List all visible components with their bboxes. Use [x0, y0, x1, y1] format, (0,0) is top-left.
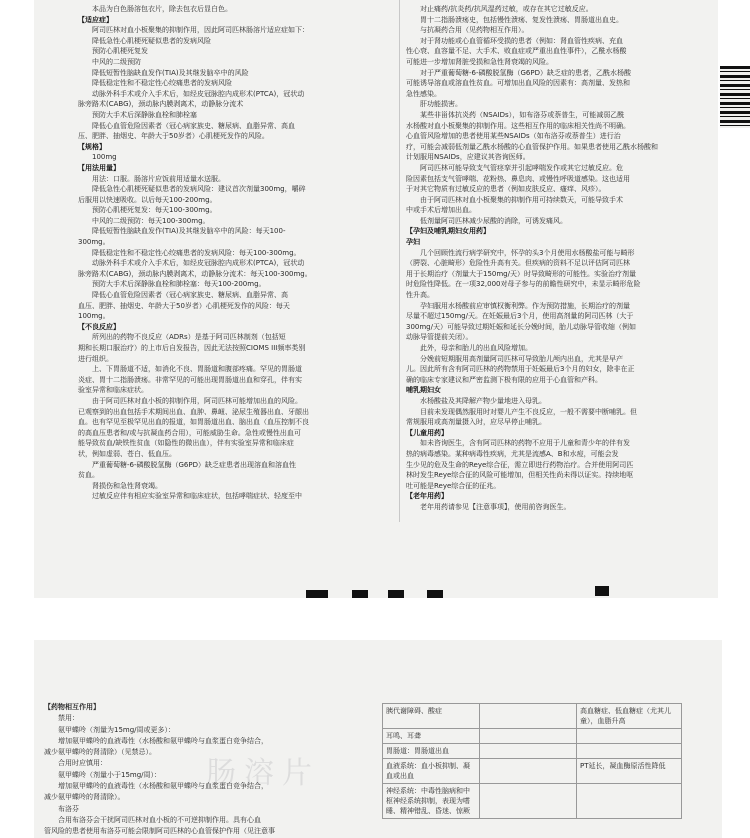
- table-row: [383, 759, 682, 784]
- text-line: 布洛芬: [58, 804, 79, 813]
- text-line: 300mg/天）可能导致过期妊娠和延长分娩时间，胎儿动脉导管收缩（例如: [406, 322, 636, 331]
- table-cell: 高血糖症、低血糖症（尤其儿童），血脂升高: [577, 704, 682, 729]
- text-line: 降低心血管危险因素者（冠心病家族史、糖尿病、血脂异常、高血: [92, 121, 295, 130]
- text-line: 降低短暂性脑缺血发作(TIA)及其继发脑卒中的风险：每天100-: [92, 227, 286, 236]
- text-line: 进行组织。: [78, 354, 113, 363]
- registration-mark: [427, 590, 443, 598]
- text-line: 降低心血管危险因素者（冠心病家族史、糖尿病、血脂异常、高: [92, 291, 288, 300]
- text-line: 中或手术后增加出血。: [406, 206, 476, 215]
- text-line: 脉旁路术(CABG)，颈动脉内膜剥离术，动静脉分流术: [78, 100, 244, 109]
- table-cell: [577, 744, 682, 759]
- table-cell: [577, 784, 682, 819]
- text-line: 计划服用NSAIDs，应建议其咨询医师。: [406, 153, 530, 162]
- text-line: 阿司匹林对血小板聚集的抑制作用，因此阿司匹林肠溶片适应症如下：: [92, 26, 309, 35]
- text-line: 预防大手术后深静脉血栓和肺栓塞: [92, 110, 197, 119]
- text-line: 用于长期治疗（剂量大于150mg/天）时导致畸形的可能性。实验治疗剂量: [406, 269, 636, 278]
- leaflet-top-sheet: [34, 0, 718, 598]
- text-line: 此外，母亲和胎儿的出血风险增加。: [420, 344, 532, 352]
- table-row: [383, 704, 682, 729]
- text-line: 预防大手术后深静脉血栓和肺栓塞：每天100-200mg。: [92, 280, 266, 289]
- leaflet-right-column: [406, 4, 706, 513]
- text-line: 压、肥胖、抽烟史、年龄大于50岁者）心肌梗死发作的风险。: [78, 132, 269, 141]
- table-cell: 神经系统：中毒性脑病和中枢神经系统抑制，表现为嗜睡、精神错乱、昏迷、惊厥: [383, 784, 480, 819]
- text-line: 几个回顾性流行病学研究中，怀孕的头3个月使用水杨酸盐可能与畸形: [420, 248, 635, 257]
- text-line: 炎症、胃十二指肠溃疡。非常罕见的可能出现胃肠道出血和穿孔，伴有实: [78, 375, 302, 384]
- registration-mark: [306, 590, 328, 598]
- text-line: 动脉导管提前关闭）。: [406, 333, 473, 342]
- column-divider: [399, 0, 400, 522]
- table-cell: [480, 704, 577, 729]
- text-line: 中风的二级预防：每天100-300mg。: [92, 216, 210, 225]
- table-cell: PT延长，凝血酶原活性降低: [577, 759, 682, 784]
- text-line: 降低稳定性和不稳定性心绞痛患者的发病风险：每天100-300mg。: [92, 248, 301, 257]
- text-line: 本品为白色肠溶包衣片，除去包衣后显白色。: [92, 5, 232, 13]
- adverse-reaction-table: [382, 703, 682, 819]
- section-heading: 哺乳期妇女: [406, 386, 441, 395]
- table-row: [383, 729, 682, 744]
- section-heading: 【适应症】: [78, 15, 113, 24]
- table-row: [383, 784, 682, 819]
- text-line: 分娩前短期服用高剂量阿司匹林可导致胎儿颅内出血，尤其是早产: [420, 354, 623, 363]
- text-line: 由于阿司匹林对血小板的抑制作用，阿司匹林可能增加出血的风险。: [92, 396, 302, 405]
- text-line: 可能进一步增加肾脏受损和急性肾衰竭的风险。: [406, 57, 553, 66]
- section-heading: 【老年用药】: [406, 492, 448, 501]
- section-heading: 【规格】: [78, 142, 106, 151]
- text-line: 与抗凝药合用（见药物相互作用）。: [420, 26, 529, 35]
- text-line: 儿。因此所有含有阿司匹林的药物禁用于妊娠最后3个月的妇女，除非在正: [406, 365, 635, 374]
- text-line: 的高血压患者和/或与抗凝血药合用），可能威胁生命。急性或慢性出血可: [78, 428, 301, 437]
- text-line: 验室异常和临床症状。: [78, 386, 148, 395]
- text-line: 血压、肥胖、抽烟史、年龄大于50岁者）心肌梗死发作的风险：每天: [78, 301, 290, 310]
- text-line: 100mg: [92, 153, 117, 162]
- text-line: 急性感染。: [406, 89, 441, 98]
- drug-interaction-section: [44, 702, 378, 838]
- text-line: 脉旁路术(CABG)，颈动脉内膜剥离术，动静脉分流术：每天100-300mg。: [78, 269, 312, 278]
- text-line: 尽量不超过150mg/天。在妊娠最后3个月，使用高剂量的阿司匹林（大于: [406, 312, 634, 321]
- registration-mark: [352, 590, 368, 598]
- section-heading: 【药物相互作用】: [44, 703, 100, 711]
- text-line: 能导致贫血/缺铁性贫血（如隐性的微出血），伴有实验室异常和临床症: [78, 439, 294, 448]
- text-line: 如未咨询医生，含有阿司匹林的药物不应用于儿童和青少年的伴有发: [420, 439, 630, 448]
- text-line: 吐可能是Reye综合征的征兆。: [406, 481, 501, 490]
- table-cell: 胃肠道：胃肠道出血: [383, 744, 480, 759]
- text-line: 降低急性心肌梗死疑似患者的发病风险: [92, 36, 211, 45]
- table-cell: 胰代谢障碍、酸症: [383, 704, 480, 729]
- section-heading: 孕妇: [406, 238, 420, 247]
- text-line: 后服用以快速吸收。以后每天100-200mg。: [78, 195, 217, 204]
- registration-mark: [595, 586, 609, 596]
- text-line: 可能诱导溶血或溶血性贫血。可增加出血风险的因素有：高剂量、发热和: [406, 79, 630, 88]
- table-cell: 耳鸣、耳聋: [383, 729, 480, 744]
- text-line: 疗，可能会减弱低剂量乙酰水杨酸的心血管保护作用。如果患者使用乙酰水杨酸和: [406, 142, 658, 151]
- text-line: 减少氨甲蝶呤的肾清除）（见禁忌）。: [44, 748, 156, 757]
- text-line: 于对其它物质有过敏反应的患者（例如皮肤反应、瘙痒、风疹）。: [406, 185, 606, 194]
- text-line: 热的病毒感染。某种病毒性疾病，尤其是流感A、B和水痘，可能会发: [406, 449, 619, 458]
- text-line: 增加氨甲蝶呤的血液毒性（水杨酸和氨甲蝶呤与血浆蛋白竞争结合，: [58, 736, 268, 745]
- text-line: 心血管风险增加的患者使用某些NSAIDs（如布洛芬或萘普生）进行治: [406, 132, 621, 141]
- text-line: 生少见的危及生命的Reye综合征，需立即进行药物治疗。合并使用阿司匹: [406, 460, 634, 469]
- text-line: 所列出的药物不良反应（ADRs）是基于阿司匹林制剂（包括短: [92, 333, 286, 342]
- text-line: 险因素包括支气管哮喘、花粉热、鼻息肉、或慢性呼吸道感染。这也适用: [406, 174, 630, 183]
- section-heading: 【儿童用药】: [406, 428, 448, 437]
- text-line: 减少氨甲蝶呤的肾清除）。: [44, 793, 125, 802]
- text-line: 对于严重葡萄糖-6-磷酸脱氢酶（G6PD）缺乏症的患者，乙酰水杨酸: [420, 68, 631, 77]
- section-heading: 【用法用量】: [78, 163, 120, 172]
- table-cell: [480, 759, 577, 784]
- text-line: 胃十二指肠溃疡史，包括慢性溃疡、复发性溃疡、胃肠道出血史。: [420, 15, 623, 24]
- table-row: [383, 744, 682, 759]
- text-line: 降低稳定性和不稳定性心绞痛患者的发病风险: [92, 79, 232, 88]
- text-line: 性心衰、血容量不足、大手术、败血症或严重出血性事件），乙酰水杨酸: [406, 47, 627, 56]
- text-line: 氨甲蝶呤（剂量小于15mg/周）：: [58, 770, 162, 779]
- text-line: 林时发生Reye综合征的风险可能增加，但相关性尚未得以证实。持续地呕: [406, 471, 634, 480]
- text-line: 常规服用或高剂量摄入时，应尽早停止哺乳。: [406, 418, 546, 427]
- text-line: 低剂量阿司匹林减少尿酸的消除，可诱发痛风。: [420, 216, 567, 225]
- text-line: 某些非甾体抗炎药（NSAIDs），如布洛芬或萘普生，可能减弱乙酰: [420, 110, 625, 119]
- text-line: 水杨酸盐及其降解产物少量地进入母乳。: [420, 396, 546, 405]
- text-line: 状，例如虚弱、苍白、低血压。: [78, 449, 176, 458]
- text-line: 目前未发现偶然服用时对婴儿产生不良反应，一般不需要中断哺乳。但: [420, 407, 637, 416]
- text-line: 中风的二级预防: [92, 57, 141, 66]
- leaflet-left-column: [78, 4, 394, 502]
- table-cell: [480, 744, 577, 759]
- text-line: （腭裂、心脏畸形）危险性升高有关。但疾病的资料不足以评估阿司匹林: [406, 259, 630, 268]
- text-line: 确的临床专家建议和严密监测下极有限的应用于心血管和产科。: [406, 375, 602, 384]
- text-line: 严重葡萄糖-6-磷酸脱氢酶（G6PD）缺乏症患者出现溶血和溶血性: [92, 460, 296, 469]
- side-barcode-mark: [720, 66, 750, 128]
- text-line: 阿司匹林可能导致支气管痉挛并引起哮喘发作或其它过敏反应。危: [420, 163, 623, 172]
- table-cell: 血液系统：血小板抑制、凝血或出血: [383, 759, 480, 784]
- text-line: 贫血。: [78, 471, 99, 480]
- show-through-print: 肠溶片: [206, 756, 320, 791]
- text-line: 由于阿司匹林对血小板聚集的抑制作用可持续数天，可能导致手术: [420, 195, 623, 204]
- text-line: 动脉外科手术或介入手术后，如经皮冠脉腔内成形术(PTCA)，冠状动: [92, 259, 305, 268]
- section-heading: 【孕妇及哺乳期妇女用药】: [406, 227, 490, 236]
- text-line: 降低急性心肌梗死疑似患者的发病风险：建议首次剂量300mg，嚼碎: [92, 185, 306, 194]
- text-line: 上、下胃肠道不适，如消化不良、胃肠道和腹部疼痛。罕见的胃肠道: [92, 365, 302, 374]
- text-line: 肾损伤和急性肾衰竭。: [92, 481, 162, 490]
- text-line: 时危险性降低。在一项32,000对母子参与的前瞻性研究中，未显示畸形危险: [406, 280, 641, 289]
- text-line: 合用时应慎用：: [58, 759, 107, 768]
- text-line: 300mg。: [78, 238, 110, 247]
- text-line: 氨甲蝶呤（剂量为15mg/周或更多）：: [58, 725, 176, 734]
- text-line: 预防心肌梗死复发：每天100-300mg。: [92, 206, 217, 215]
- text-line: 期和长期口服治疗）的上市后自发报告，因此无法按照CIOMS III频率类别: [78, 344, 306, 352]
- table-cell: [577, 729, 682, 744]
- text-line: 对止痛药/抗炎药/抗风湿药过敏，或存在其它过敏反应。: [420, 5, 593, 13]
- text-line: 合用布洛芬会干扰阿司匹林对血小板的不可逆抑制作用。具有心血: [58, 815, 261, 824]
- text-line: 100mg。: [78, 312, 110, 321]
- text-line: 性升高。: [406, 291, 434, 300]
- text-line: 水杨酸对血小板聚集的抑制作用。这些相互作用的临床相关性尚不明确。: [406, 121, 630, 130]
- text-line: 肝功能损害。: [420, 100, 462, 109]
- text-line: 禁用：: [58, 714, 79, 723]
- text-line: 过敏反应伴有相应实验室异常和临床症状，包括哮喘症状、轻度至中: [92, 492, 302, 501]
- section-heading: 【不良反应】: [78, 322, 120, 331]
- text-line: 已观察到的出血包括手术期间出血、血肿、鼻衄、泌尿生殖器出血、牙龈出: [78, 407, 309, 416]
- text-line: 对于肾功能或心血管循环受损的患者（例如：肾血管性疾病、充血: [420, 36, 623, 45]
- text-line: 孕妇服用水杨酸前应审慎权衡利弊。作为预防措施，长期治疗的剂量: [420, 301, 630, 310]
- registration-mark: [388, 590, 404, 598]
- text-line: 预防心肌梗死复发: [92, 47, 148, 56]
- text-line: 降低短暂性脑缺血发作(TIA)及其继发脑卒中的风险: [92, 68, 249, 77]
- table-cell: [480, 729, 577, 744]
- text-line: 老年用药请参见【注意事项】，使用前咨询医生。: [420, 502, 571, 511]
- text-line: 动脉外科手术或介入手术后，如经皮冠脉腔内成形术(PTCA)，冠状动: [92, 89, 305, 98]
- table-cell: [480, 784, 577, 819]
- text-line: 用法：口服。肠溶片应饭前用适量水送服。: [92, 174, 225, 183]
- text-line: 管风险的患者使用布洛芬可能会限制阿司匹林的心血管保护作用（见注意事: [44, 827, 275, 836]
- text-line: 血。也有罕见至极罕见出血的报道，如胃肠道出血、脑出血（血压控制不良: [78, 418, 309, 427]
- text-line: 增加氨甲蝶呤的血液毒性（水杨酸和氨甲蝶呤与血浆蛋白竞争结合，: [58, 782, 268, 791]
